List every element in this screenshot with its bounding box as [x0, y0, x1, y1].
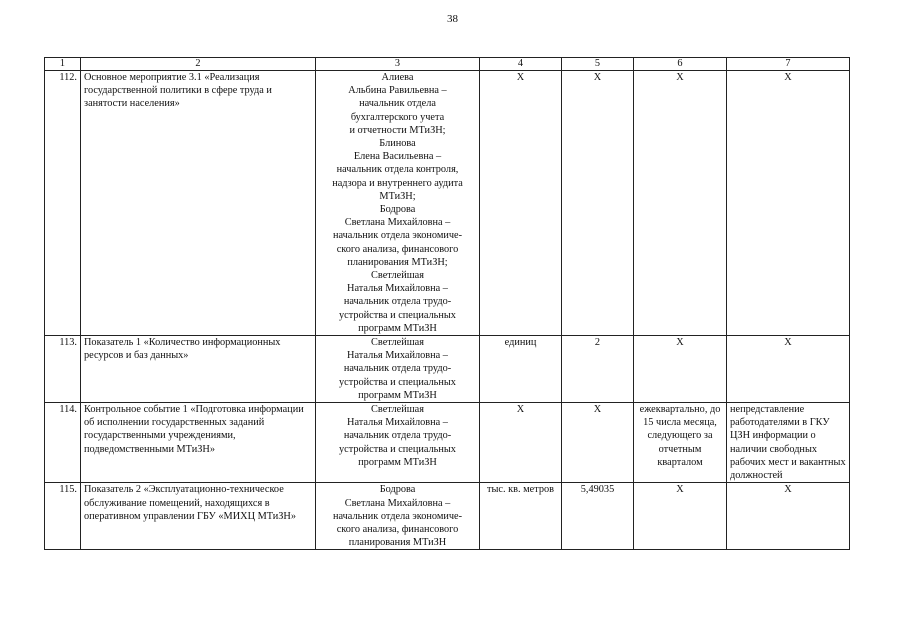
header-col-3: 3: [316, 58, 480, 71]
responsible-line: программ МТиЗН: [358, 322, 437, 334]
event-name: Контрольное событие 1 «Подготовка информации об исполнении государственных заданий государственными учреждениями, подведомственными МТиЗН»: [81, 403, 316, 483]
responsible-line: Бодрова: [379, 484, 416, 496]
deadline-cell: Х: [634, 483, 727, 550]
responsible-line: Альбина Равильевна –: [348, 85, 447, 97]
deadline-cell: Х: [634, 71, 727, 336]
responsible-line: начальник отдела экономиче-: [332, 230, 463, 242]
responsible-line: Алиева: [381, 72, 414, 83]
row-number: 112.: [45, 71, 81, 336]
row-number: 115.: [45, 483, 81, 550]
deadline-cell: Х: [634, 336, 727, 403]
responsible-line: программ МТиЗН: [358, 389, 437, 401]
responsible-line: Бодрова: [379, 204, 416, 216]
value-cell: 2: [562, 336, 634, 403]
risk-cell: Х: [727, 483, 850, 550]
responsible-line: планирования МТиЗН: [348, 537, 447, 549]
responsible-line: начальник отдела контроля,: [336, 164, 459, 176]
responsible-persons: [316, 71, 480, 336]
value-cell: Х: [562, 403, 634, 483]
responsible-line: начальник отдела трудо-: [343, 296, 452, 308]
risk-cell: непредставление работодателями в ГКУ ЦЗН информации о наличии свободных рабочих мест и вакантных должностей: [727, 403, 850, 483]
responsible-line: Наталья Михайловна –: [347, 283, 448, 295]
responsible-line: Светлейшая: [371, 270, 424, 282]
unit-cell: Х: [480, 71, 562, 336]
responsible-line: устройства и специальных: [339, 443, 456, 455]
value-cell: Х: [562, 71, 634, 336]
responsible-line: начальник отдела экономиче-: [332, 510, 463, 522]
table-body: [45, 71, 850, 550]
risk-cell: Х: [727, 71, 850, 336]
header-col-6: 6: [634, 58, 727, 71]
responsible-line: устройства и специальных: [339, 376, 456, 388]
row-number: 113.: [45, 336, 81, 403]
event-name: Показатель 2 «Эксплуатационно-техническое обслуживание помещений, находящихся в оперативном управлении ГБУ «МИХЦ МТиЗН»: [81, 483, 316, 550]
responsible-line: Елена Васильевна –: [353, 151, 442, 163]
table-row: [45, 483, 850, 550]
header-col-5: 5: [562, 58, 634, 71]
event-name: Основное мероприятие 3.1 «Реализация государственной политики в сфере труда и занятости населения»: [81, 71, 316, 336]
responsible-persons: [316, 336, 480, 403]
table-header: [45, 58, 850, 71]
header-row: [45, 58, 850, 71]
responsible-line: устройства и специальных: [339, 309, 456, 321]
responsible-line: Наталья Михайловна –: [347, 417, 448, 429]
event-name: Показатель 1 «Количество информационных ресурсов и баз данных»: [81, 336, 316, 403]
plan-table: [44, 57, 850, 550]
header-col-7: 7: [727, 58, 850, 71]
table-row: [45, 71, 850, 336]
page-number: 38: [447, 13, 458, 25]
header-col-4: 4: [480, 58, 562, 71]
responsible-line: ского анализа, финансового: [336, 243, 459, 255]
table-row: [45, 336, 850, 403]
header-col-2: 2: [81, 58, 316, 71]
unit-cell: тыс. кв. метров: [480, 483, 562, 550]
responsible-line: МТиЗН;: [379, 190, 416, 202]
responsible-line: начальник отдела трудо-: [343, 430, 452, 442]
row-number: 114.: [45, 403, 81, 483]
responsible-line: ского анализа, финансового: [336, 523, 459, 535]
responsible-line: Светлейшая: [371, 337, 424, 349]
unit-cell: единиц: [480, 336, 562, 403]
table-row: [45, 403, 850, 483]
responsible-line: Светлейшая: [371, 404, 424, 416]
responsible-line: программ МТиЗН: [358, 456, 437, 468]
responsible-line: Светлана Михайловна –: [344, 217, 451, 229]
responsible-line: бухгалтерского учета: [350, 111, 445, 123]
unit-cell: Х: [480, 403, 562, 483]
responsible-line: и отчетности МТиЗН;: [349, 124, 446, 136]
responsible-line: Наталья Михайловна –: [347, 350, 448, 362]
responsible-persons: [316, 483, 480, 550]
header-col-1: 1: [45, 58, 81, 71]
responsible-line: начальник отдела трудо-: [343, 363, 452, 375]
risk-cell: Х: [727, 336, 850, 403]
responsible-line: планирования МТиЗН;: [347, 256, 448, 268]
responsible-line: Блинова: [379, 138, 416, 150]
responsible-line: Светлана Михайловна –: [344, 497, 451, 509]
responsible-line: надзора и внутреннего аудита: [332, 177, 463, 189]
responsible-line: начальник отдела: [359, 98, 436, 110]
deadline-cell: ежеквартально, до 15 числа месяца, следующего за отчетным кварталом: [634, 403, 727, 483]
value-cell: 5,49035: [562, 483, 634, 550]
responsible-persons: [316, 403, 480, 483]
